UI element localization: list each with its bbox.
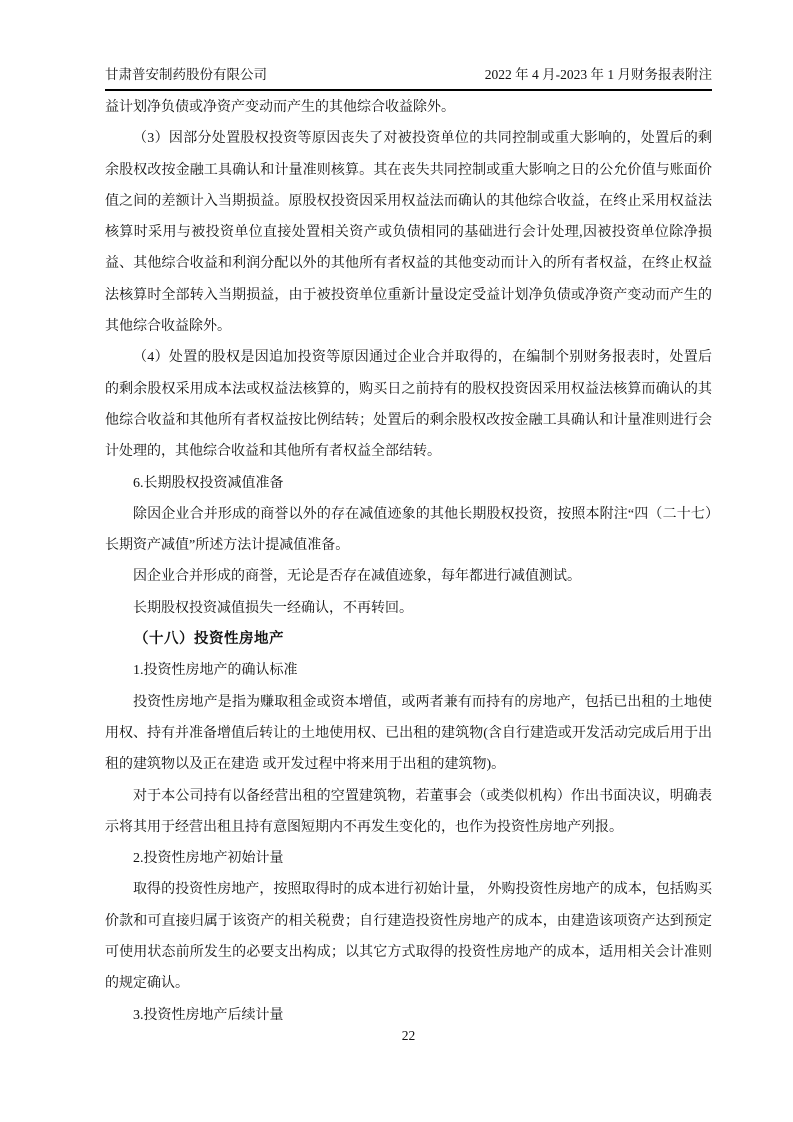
document-body bbox=[105, 92, 712, 1031]
paragraph-impairment-not-reversed: 长期股权投资减值损失一经确认，不再转回。 bbox=[133, 600, 413, 616]
section-heading-investment-property: （十八）投资性房地产 bbox=[134, 631, 284, 648]
page-header bbox=[105, 66, 712, 91]
subheading-recognition-criteria: 1.投资性房地产的确认标准 bbox=[133, 663, 298, 679]
paragraph-goodwill-impairment: 除因企业合并形成的商誉以外的存在减值迹象的其他长期股权投资，按照本附注“四（二十七）长期资产减值”所述方法计提减值准备。 bbox=[105, 506, 712, 554]
header-report-title: 2022 年 4 月-2023 年 1 月财务报表附注 bbox=[484, 67, 712, 82]
paragraph-vacant-building: 对于本公司持有以备经营出租的空置建筑物，若董事会（或类似机构）作出书面决议，明确表示将其用于经营出租且持有意图短期内不再发生变化的，也作为投资性房地产列报。 bbox=[105, 788, 712, 835]
page-number: 22 bbox=[401, 1028, 416, 1043]
paragraph-investment-property-definition: 投资性房地产是指为赚取租金或资本增值，或两者兼有而持有的房地产，包括已出租的土地使用权、持有并准备增值后转让的土地使用权、已出租的建筑物(含自行建造或开发活动完成后用于出租的建筑物以及正在建造 或开发过程中将来用于出租的建筑物)。 bbox=[105, 694, 712, 773]
paragraph-item-3-disposal: （3）因部分处置股权投资等原因丧失了对被投资单位的共同控制或重大影响的，处置后的剩余股权改按金融工具确认和计量准则核算。其在丧失共同控制或重大影响之日的公允价值与账面价值之间的差额计入当期损益。原股权投资因采用权益法而确认的其他综合收益，在终止采用权益法核算时采用与被投资单位直接处置相关资产或负债相同的基础进行会计处理,因被投资单位除净损益、其他综合收益和利润分配以外的其他所有者权益的其他变动而计入的所有者权益，在终止权益法核算时全部转入当期损益，由于被投资单位重新计量设定受益计划净负债或净资产变动而产生的其他综合收益除外。 bbox=[105, 131, 712, 335]
header-company-name: 甘肃普安制药股份有限公司 bbox=[105, 67, 267, 82]
paragraph-initial-measurement-detail: 取得的投资性房地产，按照取得时的成本进行初始计量， 外购投资性房地产的成本，包括购买价款和可直接归属于该资产的相关税费；自行建造投资性房地产的成本，由建造该项资产达到预定可使用状态前所发生的必要支出构成；以其它方式取得的投资性房地产的成本，适用相关会计准则的规定确认。 bbox=[105, 882, 712, 992]
paragraph-item-4-disposal: （4）处置的股权是因追加投资等原因通过企业合并取得的，在编制个别财务报表时，处置后的剩余股权采用成本法或权益法核算的，购买日之前持有的股权投资因采用权益法核算而确认的其他综合收益和其他所有者权益按比例结转；处置后的剩余股权改按金融工具确认和计量准则进行会计处理的，其他综合收益和其他所有者权益全部结转。 bbox=[105, 350, 712, 460]
subheading-initial-measurement: 2.投资性房地产初始计量 bbox=[133, 851, 284, 867]
page-footer bbox=[105, 1026, 712, 1046]
subheading-impairment-provision: 6.长期股权投资减值准备 bbox=[133, 475, 284, 491]
paragraph-continuation: 益计划净负债或净资产变动而产生的其他综合收益除外。 bbox=[105, 100, 455, 115]
subheading-subsequent-measurement: 3.投资性房地产后续计量 bbox=[133, 1007, 284, 1023]
paragraph-annual-impairment-test: 因企业合并形成的商誉，无论是否存在减值迹象，每年都进行减值测试。 bbox=[133, 569, 581, 585]
